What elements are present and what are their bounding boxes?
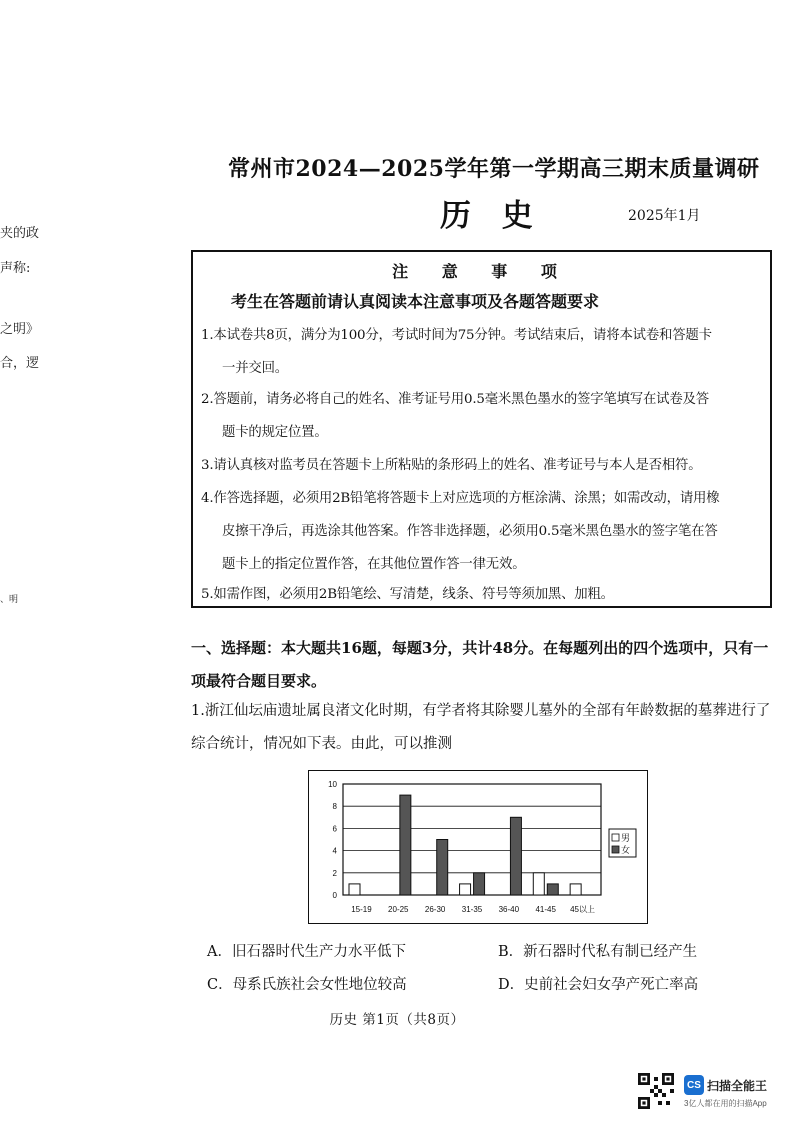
notice-item-1-cont: 一并交回。 <box>222 361 288 376</box>
bar-chart-svg <box>309 771 646 922</box>
option-b: B．新石器时代私有制已经产生 <box>498 944 698 960</box>
page-title: 常州市2024—2025学年第一学期高三期末质量调研 <box>228 156 760 182</box>
option-a: A．旧石器时代生产力水平低下 <box>207 944 406 960</box>
x-tick-label: 26-30 <box>424 905 446 914</box>
notice-item-4-cont: 皮擦干净后，再选涂其他答案。作答非选择题，必须用0.5毫米黑色墨水的签字笔在答 <box>222 524 718 539</box>
notice-item-3-line: 3.请认真核对监考员在答题卡上所粘贴的条形码上的姓名、准考证号与本人是否相符。 <box>201 458 702 473</box>
notice-subtitle: 考生在答题前请认真阅读本注意事项及各题答题要求 <box>231 292 600 311</box>
bar-男-45以上 <box>570 884 581 895</box>
x-tick-label: 41-45 <box>535 905 556 914</box>
y-tick-label: 2 <box>332 868 337 878</box>
section-heading: 一、选择题：本大题共16题，每题3分，共计48分。在每题列出的四个选项中，只有一项最符合题目要求。 <box>191 639 769 690</box>
brand-tagline: 3亿人都在用的扫描App <box>684 1099 767 1108</box>
y-tick-label: 4 <box>332 846 337 856</box>
legend-label: 女 <box>621 846 631 856</box>
bar-女-31-35 <box>474 873 485 895</box>
notice-item-4-cont2: 题卡上的指定位置作答，在其他位置作答一律无效。 <box>222 557 526 572</box>
bleed-text-2: 声称: <box>0 261 31 276</box>
bar-男-41-45 <box>533 873 544 895</box>
notice-item-4-line: 4.作答选择题，必须用2B铅笔将答题卡上对应选项的方框涂满、涂黑；如需改动，请用橡 <box>201 491 720 506</box>
bleed-text-1: 夹的政 <box>0 226 40 241</box>
notice-item-1-line: 1.本试卷共8页，满分为100分，考试时间为75分钟。考试结束后，请将本试卷和答题卡 <box>201 328 712 343</box>
qr-code-icon <box>638 1073 674 1109</box>
bar-女-20-25 <box>400 795 411 895</box>
notice-item-2-line: 2.答题前，请务必将自己的姓名、准考证号用0.5毫米黑色墨水的签字笔填写在试卷及答 <box>201 392 709 407</box>
bleed-text-4: 合，逻 <box>0 356 40 371</box>
legend-label: 男 <box>621 834 631 844</box>
bleed-text-5: 、明 <box>0 595 19 605</box>
notice-item-5-line: 5.如需作图，必须用2B铅笔绘、写清楚，线条、符号等须加黑、加粗。 <box>201 587 614 602</box>
x-tick-label: 31-35 <box>461 905 483 914</box>
brand-name: 扫描全能王 <box>707 1078 768 1093</box>
page-footer: 历史 第1页（共8页） <box>329 1012 465 1028</box>
y-tick-label: 0 <box>332 891 337 900</box>
notice-item-2-cont: 题卡的规定位置。 <box>222 425 328 440</box>
x-tick-label: 15-19 <box>351 905 372 914</box>
bar-女-26-30 <box>437 840 448 896</box>
y-tick-label: 6 <box>332 824 337 834</box>
bar-女-41-45 <box>547 884 558 895</box>
notice-title: 注 意 事 项 <box>392 262 571 281</box>
x-tick-label: 45以上 <box>570 905 596 914</box>
y-tick-label: 10 <box>328 780 337 789</box>
notice-item-2 <box>201 383 764 449</box>
cs-logo-icon: CS <box>684 1075 704 1095</box>
bar-chart <box>308 770 648 924</box>
notice-item-4 <box>201 482 764 581</box>
bar-女-36-40 <box>510 817 521 895</box>
exam-date: 2025年1月 <box>628 208 701 224</box>
x-tick-label: 20-25 <box>388 905 409 914</box>
x-tick-label: 36-40 <box>498 905 520 914</box>
notice-box <box>191 250 772 608</box>
notice-item-5 <box>201 578 764 611</box>
notice-item-1 <box>201 319 764 385</box>
plot-area <box>343 784 601 895</box>
scanner-brand <box>684 1075 767 1095</box>
bar-男-31-35 <box>460 884 471 895</box>
subject-title: 历 史 <box>440 198 543 234</box>
question-1-stem: 1.浙江仙坛庙遗址属良渚文化时期，有学者将其除婴儿墓外的全部有年龄数据的墓葬进行了综合统计，情况如下表。由此，可以推测 <box>191 703 771 752</box>
option-c: C．母系氏族社会女性地位较高 <box>207 977 407 993</box>
option-d: D．史前社会妇女孕产死亡率高 <box>498 977 699 993</box>
legend-swatch <box>612 834 619 841</box>
bar-男-15-19 <box>349 884 360 895</box>
y-tick-label: 8 <box>332 802 337 812</box>
notice-item-3 <box>201 449 764 482</box>
legend-swatch <box>612 846 619 853</box>
bleed-text-3: 之明》 <box>0 322 40 337</box>
